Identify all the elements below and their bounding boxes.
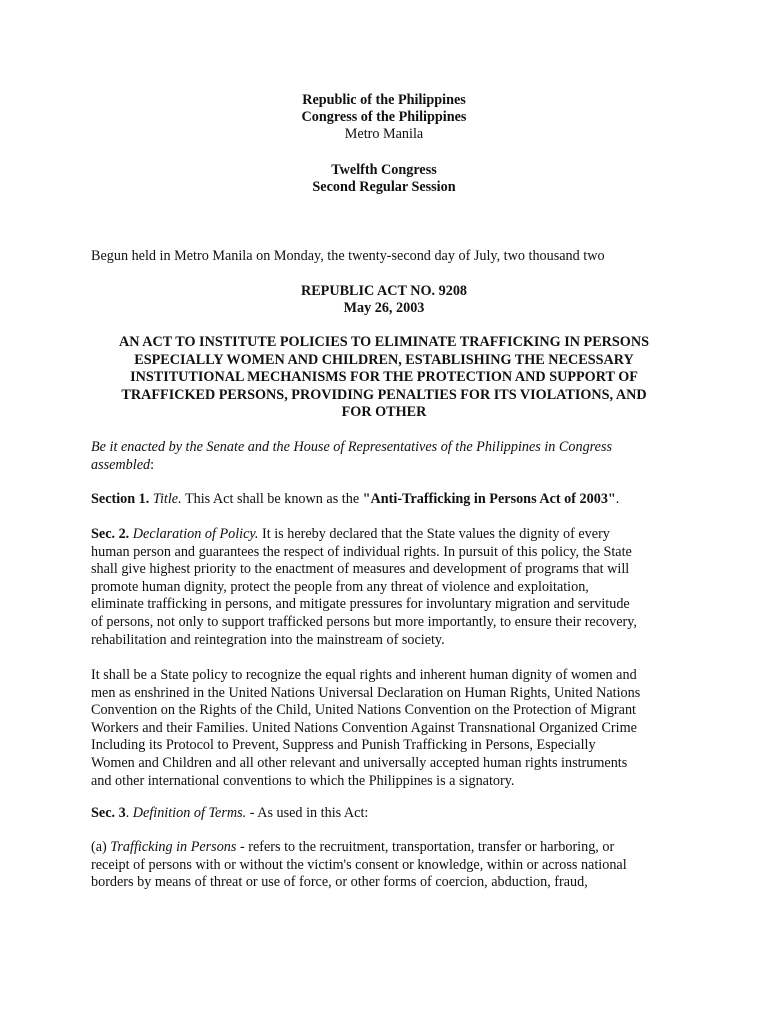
section-2 <box>91 526 681 649</box>
policy-line: Workers and their Families. United Nations Convention Against Transnational Organized Crime <box>91 719 637 736</box>
section-2-line: human person and guarantees the respect of individual rights. In pursuit of this policy, the State <box>91 543 632 560</box>
section-3a-prefix: (a) <box>91 839 111 855</box>
act-number-block <box>0 283 768 317</box>
section-1 <box>91 491 681 509</box>
act-title <box>92 334 676 422</box>
policy-line: Including its Protocol to Prevent, Suppress and Punish Trafficking in Persons, Especially <box>91 737 596 754</box>
section-2-label: Sec. 2. <box>91 526 130 542</box>
header-congress-number: Twelfth Congress <box>331 162 437 178</box>
section-3-text: - As used in this Act: <box>246 805 369 821</box>
section-3 <box>91 805 681 823</box>
section-3a-line: receipt of persons with or without the victim's consent or knowledge, within or across national <box>91 856 627 873</box>
section-3-label: Sec. 3 <box>91 805 126 821</box>
section-3-heading: Definition of Terms. <box>132 805 247 821</box>
section-1-text: This Act shall be known as the <box>181 491 363 507</box>
act-title-line: TRAFFICKED PERSONS, PROVIDING PENALTIES FOR ITS VIOLATIONS, AND <box>121 386 647 403</box>
enacting-colon: : <box>150 456 155 473</box>
section-1-act-name: "Anti-Trafficking in Persons Act of 2003" <box>362 491 616 507</box>
policy-line: men as enshrined in the United Nations Universal Declaration on Human Rights, United Nations <box>91 684 641 701</box>
section-3a <box>91 839 681 892</box>
act-title-line: ESPECIALLY WOMEN AND CHILDREN, ESTABLISHING THE NECESSARY <box>134 351 634 368</box>
section-2-line: shall give highest priority to the enactment of measures and development of programs that will <box>91 561 630 578</box>
enacting-assembled: assembled <box>91 456 151 473</box>
header-session: Second Regular Session <box>312 179 456 195</box>
section-2-line: rehabilitation and reintegration into the mainstream of society. <box>91 631 445 648</box>
header-location: Metro Manila <box>344 126 424 142</box>
section-2-heading: Declaration of Policy. <box>132 526 259 542</box>
enacting-line: Be it enacted by the Senate and the House of Representatives of the Philippines in Congress <box>91 439 613 455</box>
act-date: May 26, 2003 <box>343 300 425 316</box>
header-congress: Congress of the Philippines <box>301 109 467 125</box>
policy-line: and other international conventions to which the Philippines is a signatory. <box>91 772 515 789</box>
policy-paragraph <box>91 667 681 790</box>
section-3a-term: Trafficking in Persons <box>110 839 237 855</box>
header-republic: Republic of the Philippines <box>302 92 466 108</box>
act-title-line: AN ACT TO INSTITUTE POLICIES TO ELIMINATE TRAFFICKING IN PERSONS <box>119 334 649 350</box>
header-block <box>0 92 768 143</box>
act-title-line: INSTITUTIONAL MECHANISMS FOR THE PROTECTION AND SUPPORT OF <box>130 369 638 386</box>
section-2-first-line: It is hereby declared that the State values the dignity of every <box>258 526 610 542</box>
policy-line: Convention on the Rights of the Child, United Nations Convention on the Protection of Migrant <box>91 702 636 719</box>
session-block <box>0 162 768 196</box>
policy-line: Women and Children and all other relevant and universally accepted human rights instruments <box>91 754 628 771</box>
section-3-dot: . <box>125 805 133 821</box>
enacting-clause <box>91 439 681 474</box>
section-2-line: of persons, not only to support trafficked persons but more importantly, to ensure their recovery, <box>91 613 637 630</box>
section-1-heading: Title. <box>152 491 182 507</box>
section-3a-line: borders by means of threat or use of force, or other forms of coercion, abduction, fraud, <box>91 874 588 891</box>
act-number: REPUBLIC ACT NO. 9208 <box>300 283 468 299</box>
section-2-line: eliminate trafficking in persons, and mitigate pressures for involuntary migration and servitude <box>91 596 630 613</box>
section-2-line: promote human dignity, protect the people from any threat of violence and exploitation, <box>91 578 589 595</box>
begun-line: Begun held in Metro Manila on Monday, the twenty-second day of July, two thousand two <box>91 248 605 264</box>
section-3a-first-line: - refers to the recruitment, transportation, transfer or harboring, or <box>236 839 615 855</box>
act-title-line: FOR OTHER <box>341 404 427 421</box>
policy-line: It shall be a State policy to recognize the equal rights and inherent human dignity of women and <box>91 667 637 683</box>
section-1-end: . <box>615 491 620 507</box>
section-1-label: Section 1. <box>91 491 150 507</box>
